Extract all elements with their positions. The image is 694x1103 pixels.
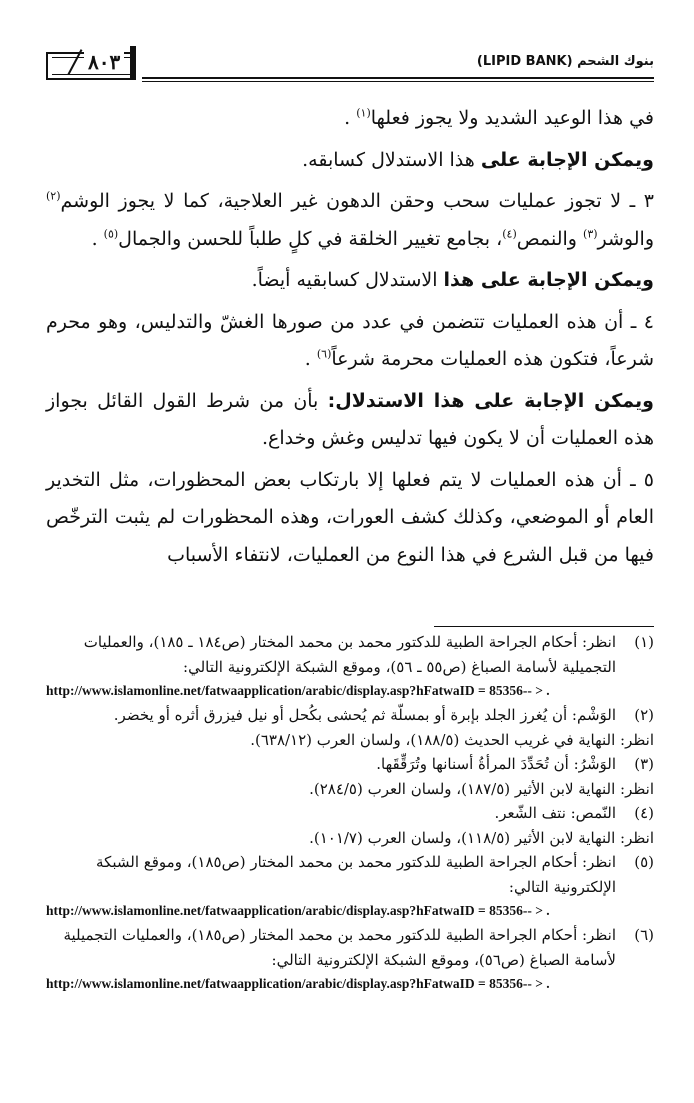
header-rule [142,77,654,79]
footnote-source: انظر: النهاية لابن الأثير (١٨٧/٥)، ولسان العرب (٢٨٤/٥). [309,779,654,798]
footnote-1 [46,630,654,679]
ornament-bar [130,46,136,80]
footnote-mark: (٦) [634,926,654,944]
footnote-mark: (٢) [634,706,654,724]
footnotes [46,630,654,996]
footnote-4 [46,801,654,826]
footnote-source: انظر: النهاية لابن الأثير (١١٨/٥)، ولسان العرب (١٠١/٧). [309,828,654,847]
footnote-ref[interactable]: (٢) [46,189,61,203]
footnote-url[interactable]: http://www.islamonline.net/fatwaapplication/arabic/display.asp?hFatwaID = 85356-- > . [46,903,550,918]
footnote-mark: (١) [634,633,654,651]
paragraph-2: ويمكن الإجابة على هذا الاستدلال كسابقه. [302,148,654,171]
paragraph-4: ويمكن الإجابة على هذا الاستدلال كسابقيه أيضاً. [251,269,654,291]
footnote-text: انظر: أحكام الجراحة الطبية للدكتور محمد بن محمد المختار (ص١٨٥)، وموقع الشبكة الإلكترونية التالي: [96,853,616,896]
page-header [46,44,654,84]
footnote-ref[interactable]: (١) [356,106,371,120]
footnote-url[interactable]: http://www.islamonline.net/fatwaapplication/arabic/display.asp?hFatwaID = 85356-- > . [46,683,550,698]
footnote-text: انظر: أحكام الجراحة الطبية للدكتور محمد بن محمد المختار (ص١٨٤ ـ ١٨٥)، والعمليات التجميلية لأسامة الصباغ (ص٥٥ ـ ٥٦)، وموقع الشبكة الإلكترونية التالي: [83,633,616,676]
paragraph-7: ٥ ـ أن هذه العمليات لا يتم فعلها إلا بارتكاب بعض المحظورات، مثل التخدير العام أو الموضعي، وكذلك كشف العورات، وهذه المحظورات لم يثبت الترخّص فيها من قبل الشرع في هذا النوع من العمليات، لانتفاء الأسباب [46,468,654,566]
footnote-url[interactable]: http://www.islamonline.net/fatwaapplication/arabic/display.asp?hFatwaID = 85356-- > . [46,976,550,991]
footnote-3 [46,752,654,777]
footnote-ref[interactable]: (٥) [103,227,119,241]
footnote-mark: (٥) [634,853,654,871]
paragraph-5: ٤ ـ أن هذه العمليات تتضمن في عدد من صورها الغشّ والتدليس، وهو محرم شرعاً، فتكون هذه العمليات محرمة شرعاً$^{(٦)}$ . [46,310,654,370]
header-rule-thin [142,81,654,82]
footnote-source: انظر: النهاية في غريب الحديث (١٨٨/٥)، ولسان العرب (٦٣٨/١٢). [250,730,654,749]
footnote-text: الوَشْرُ: أن تُحَدِّدَ المرأةُ أسنانها وتُرَقِّقَها. [376,755,616,773]
footnote-2 [46,703,654,728]
footnote-ref[interactable]: (٣) [583,227,598,241]
footnote-5 [46,850,654,899]
paragraph-6: ويمكن الإجابة على هذا الاستدلال: بأن من شرط القول القائل بجواز هذه العمليات أن لا يكون فيها تدليس وغش وخداع. [46,389,654,449]
footnote-ref[interactable]: (٤) [502,227,517,241]
footnote-separator [434,626,654,627]
paragraph-3: ٣ ـ لا تجوز عمليات سحب وحقن الدهون غير العلاجية، كما لا يجوز الوشم$^{(٢)}$ والوشر$^{(٣)}$ والنمص$^{(٤)}$، بجامع تغيير الخلقة في كلٍ طلباً للحسن والجمال$^{(٥)}$ . [46,189,654,250]
footnote-6 [46,923,654,972]
footnote-text: انظر: أحكام الجراحة الطبية للدكتور محمد بن محمد المختار (ص١٨٥)، والعمليات التجميلية لأسامة الصباغ (ص٥٦)، وموقع الشبكة الإلكترونية التالي: [63,926,616,969]
footnote-mark: (٤) [634,804,654,822]
main-text [46,100,654,574]
page-number: ٨٠٣ [84,50,124,74]
running-title: بنوك الشحم (LIPID BANK) [476,54,654,69]
footnote-text: النّمص: نتف الشّعر. [494,804,616,822]
paragraph-1: في هذا الوعيد الشديد ولا يجوز فعلها$^{(١)}$ . [344,106,654,129]
footnote-ref[interactable]: (٦) [316,347,332,361]
footnote-mark: (٣) [634,755,654,773]
footnote-text: الوَشْم: أن يُغرز الجلد بإبرة أو بمسلّة ثم يُحشى بكُحل أو نيل فيزرق أثره أو يخضر. [113,706,616,724]
page-number-badge [46,46,146,78]
